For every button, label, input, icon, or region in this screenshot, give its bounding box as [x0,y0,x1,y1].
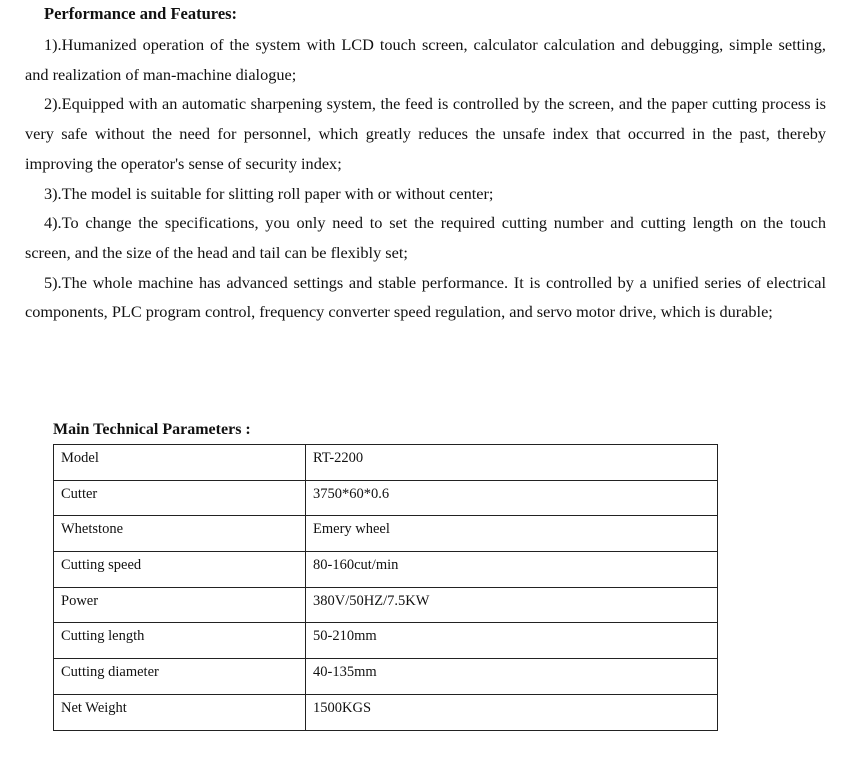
param-name: Cutting diameter [54,659,306,695]
param-value: 80-160cut/min [306,552,718,588]
table-row [54,623,718,659]
feature-item: 5).The whole machine has advanced settings and stable performance. It is controlled by a unified series of electrical components, PLC program control, frequency converter speed regulation, and servo motor drive, which is durable; [25,272,826,322]
table-row [54,480,718,516]
param-value: 3750*60*0.6 [306,480,718,516]
table-row [54,587,718,623]
param-name: Whetstone [54,516,306,552]
param-value: 380V/50HZ/7.5KW [306,587,718,623]
features-list [25,30,826,327]
param-name: Cutting length [54,623,306,659]
table-row [54,552,718,588]
feature-item: 4).To change the specifications, you only need to set the required cutting number and cutting length on the touch screen, and the size of the head and tail can be flexibly set; [25,213,826,262]
parameters-table [53,444,718,731]
table-row [54,659,718,695]
table-row [54,445,718,481]
features-heading: Performance and Features: [44,4,238,23]
param-name: Cutter [54,480,306,516]
feature-item: 1).Humanized operation of the system with LCD touch screen, calculator calculation and debugging, simple setting, and realization of man-machine dialogue; [25,35,826,84]
param-value: 50-210mm [306,623,718,659]
param-value: Emery wheel [306,516,718,552]
param-value: RT-2200 [306,445,718,481]
parameters-heading: Main Technical Parameters : [53,421,251,438]
param-value: 40-135mm [306,659,718,695]
table-row [54,516,718,552]
param-name: Model [54,445,306,481]
param-name: Power [54,587,306,623]
param-name: Cutting speed [54,552,306,588]
feature-item: 3).The model is suitable for slitting roll paper with or without center; [44,183,494,203]
feature-item: 2).Equipped with an automatic sharpening system, the feed is controlled by the screen, and the paper cutting process is very safe without the need for personnel, which greatly reduces the unsafe index that occurred in the past, thereby improving the operator's sense of security index; [25,94,826,173]
param-value: 1500KGS [306,694,718,730]
param-name: Net Weight [54,694,306,730]
table-row [54,694,718,730]
